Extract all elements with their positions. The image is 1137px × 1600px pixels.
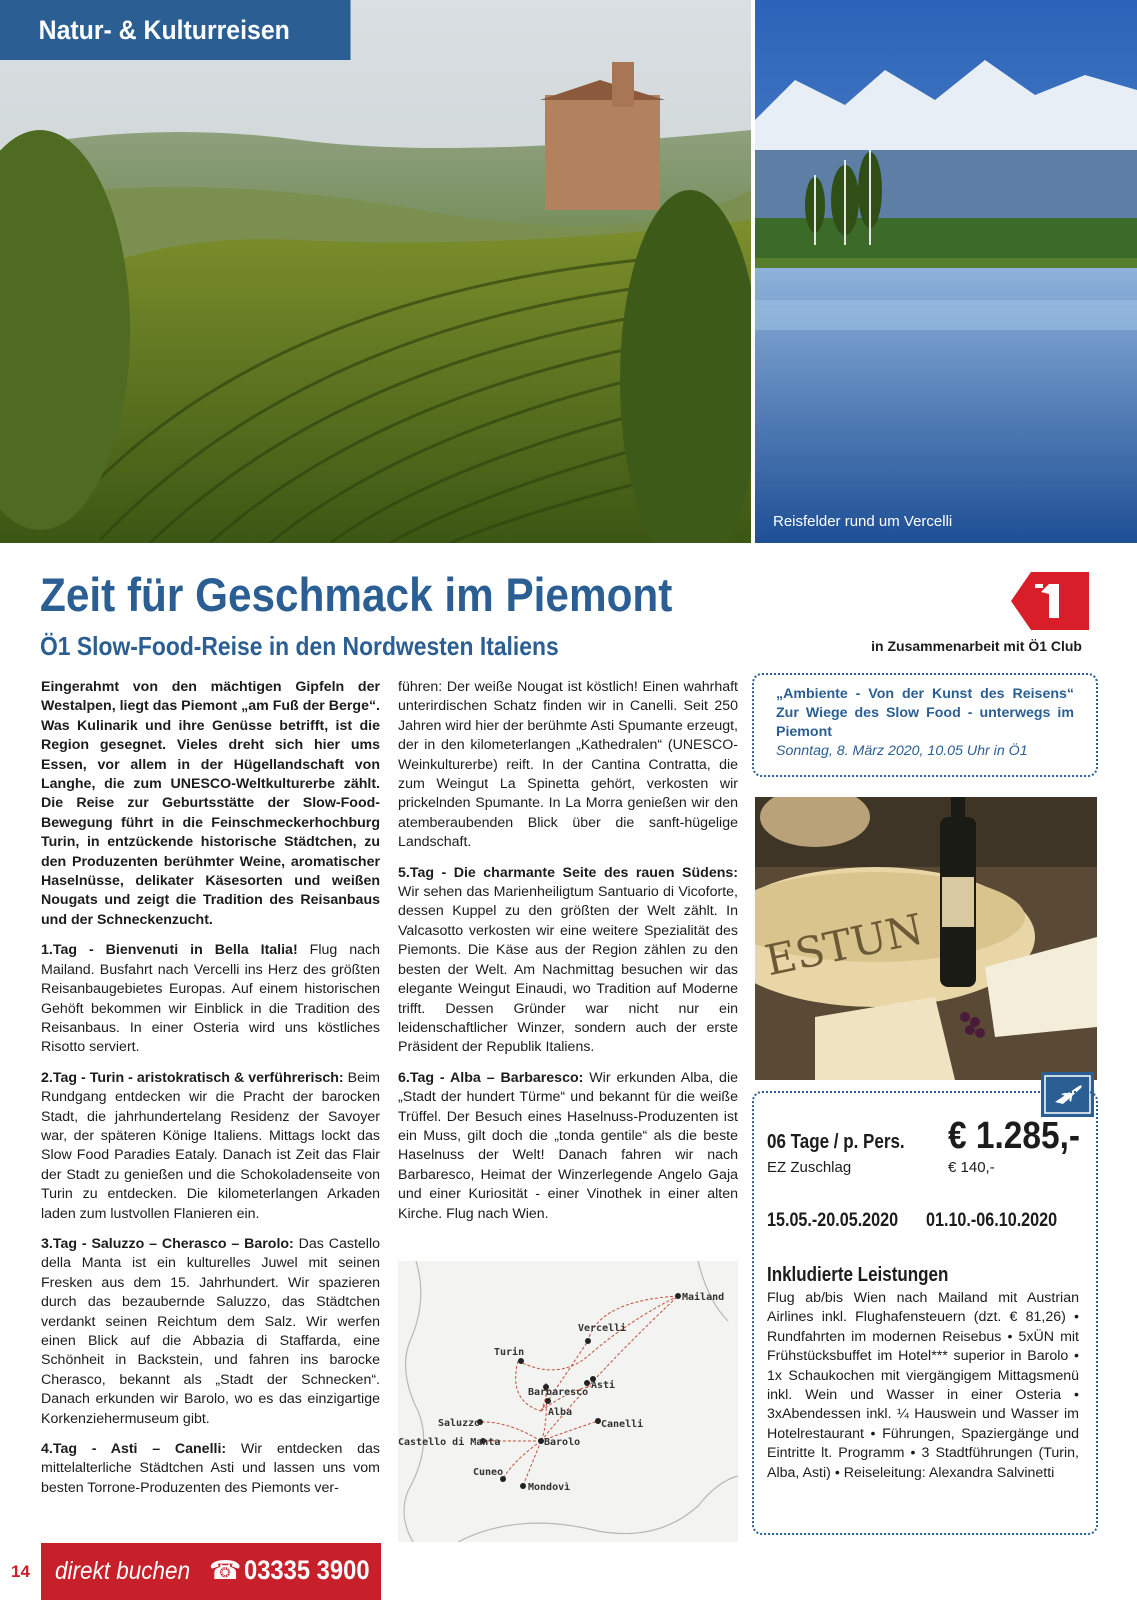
map-label-manta: Castello di Manta	[398, 1437, 501, 1448]
map-label-saluzzo: Saluzzo	[438, 1418, 481, 1429]
day-text: Das Castello della Manta ist ein kulturelles Juwel mit seinen Fresken aus dem 15. Jahrhundert. Wir spazieren durch das bezaubernde Saluzzo, das Städtchen verdankt seinen Reichtum dem Salz. Wir werfen einen Blick auf die Abbazia di Staffarda, eine Schönheit in Backstein, und fahren ins barocke Cherasco, bekannt als „Stadt der Schnecken“. Danach erkunden wir Barolo, wo es das einzigartige Korkenziehermuseum gibt.	[41, 1235, 380, 1427]
day-6	[398, 1069, 738, 1224]
day-text: Flug nach Mailand. Busfahrt nach Vercelli ins Herz des größten Reisanbaugebietes Europas. Auf einem historischen Gehöft bekommen wir Einblick in die Tradition des Reisanbaus. In einer Osteria wird uns köstliches Risotto serviert.	[41, 942, 380, 1056]
page-title: Zeit für Geschmack im Piemont	[40, 568, 673, 621]
day-text: Wir sehen das Marienheiligtum Santuario di Vicoforte, dessen Kuppel zu den größten der Welt zählt. In Valcasotto verkosten wir eine weitere Spezialität des Piemonts. Die Käse aus der Region zählen zu den besten der Welt. Am Nachmittag besuchen wir das elegante Weingut Einaudi, wo Tradition auf Moderne trifft. Dessen Gründer war nicht nur ein leidenschaftlicher Winzer, sondern auch der erste Präsident der Republik Italiens.	[398, 884, 738, 1056]
text-column-2	[398, 678, 738, 1235]
day-heading: 5.Tag - Die charmante Seite des rauen Südens:	[398, 864, 738, 881]
day-text: Beim Rundgang entdecken wir die Pracht der barocken Stadt, die jahrhundertelang Residenz der Savoyer war, der späteren Könige Italiens. Mittags lockt das Slow Food Paradies Eataly. Danach ist Zeit das Flair der Stadt zu genießen und die Schokoladenseite von Turin zu entdecken. Die kilometerlangen Arkaden laden zum lustvollen Flanieren ein.	[41, 1069, 380, 1222]
included-text: Flug ab/bis Wien nach Mailand mit Austrian Airlines inkl. Flughafensteuern (dzt. € 81,26) • Rundfahrten im modernen Reisebus • 5xÜN mit Frühstücksbuffet im Hotel*** superior in Barolo • 1x Schaukochen mit viergängigem Mittagsmenü inkl. Wein und Wasser in einer Osteria • 3xAbendessen inkl. ¼ Hauswein und Wasser im Hotelrestaurant • Führungen, Spaziergänge und Eintritte lt. Programm • 3 Stadtführungen (Turin, Alba, Asti) • Reiseleitung: Alexandra Salvinetti	[767, 1290, 1079, 1481]
day-text: Wir erkunden Alba, die „Stadt der hundert Türme“ und bekannt für die weiße Trüffel. Der Besuch eines Haselnuss-Produzenten ist ein Muss, gilt doch die „tonda gentile“ als die beste Haselnuss der Welt! Danach fahren wir nach Barbaresco, Heimat der Winzerlegende Angelo Gaja und einer Kuriosität - einer Vinothek in einer alten Kirche. Flug nach Wien.	[398, 1069, 738, 1222]
booking-label: direkt buchen	[55, 1557, 191, 1585]
map-label-cuneo: Cuneo	[473, 1467, 504, 1478]
radio-title: „Ambiente - Von der Kunst des Reisens“ Zur Wiege des Slow Food - unterwegs im Piemont	[776, 686, 1074, 740]
intro-paragraph: Eingerahmt von den mächtigen Gipfeln der Westalpen, liegt das Piemont „am Fuß der Berge“. Was Kulinarik und ihre Genüsse betrifft, ist die Region gesegnet. Vieles dreht sich hier ums Essen, vor allem in der Hügellandschaft von Langhe, die zum UNESCO-Weltkulturerbe zählt. Die Reise zur Geburtsstätte der Slow-Food-Bewegung führt in die Feinschmeckerhochburg Turin, in entzückende historische Städtchen, zu den Produzenten berühmter Weine, aromatischer Haselnüsse, delikater Käsesorten und weißen Nougats und zeigt die Tradition des Reisanbaus und der Schneckenzucht.	[41, 679, 380, 928]
radio-date: Sonntag, 8. März 2020, 10.05 Uhr in Ö1	[776, 743, 1028, 759]
day-heading: 2.Tag - Turin - aristokratisch & verführerisch:	[41, 1069, 344, 1086]
section-tab: Natur- & Kulturreisen	[0, 0, 351, 60]
vineyard-castle-photo	[0, 0, 751, 543]
travel-date-2: 01.10.-06.10.2020	[926, 1210, 1058, 1231]
map-label-turin: Turin	[494, 1347, 525, 1358]
price-box	[752, 1091, 1098, 1535]
day-4-continued: führen: Der weiße Nougat ist köstlich! Einen wahrhaft unterirdischen Schatz finden wir in Canelli. Seit 250 Jahren wird hier der berühmte Asti Spumante erzeugt, der in den kilometerlangen „Kathedralen“ (UNESCO-Weinkulturerbe) reift. In der Cantina Contratta, die zum Weingut La Spinetta gehört, verkosten wir prickelnden Spumante. In La Morra genießen wir den atemberaubenden Blick über die sanft-hügelige Landschaft.	[398, 679, 738, 851]
phone-icon: ☎	[209, 1555, 242, 1585]
cheese-wine-photo	[755, 797, 1097, 1080]
single-supplement-price: € 140,-	[948, 1159, 995, 1176]
map-label-vercelli: Vercelli	[578, 1323, 627, 1334]
rice-fields-photo	[755, 0, 1137, 543]
included-title: Inkludierte Leistungen	[767, 1264, 949, 1286]
cheese-label: ESTUN	[760, 904, 928, 986]
page-number: 14	[11, 1562, 30, 1581]
single-supplement-label: EZ Zuschlag	[767, 1159, 852, 1176]
map-label-mailand: Mailand	[682, 1292, 725, 1303]
duration-label: 06 Tage / p. Pers.	[767, 1131, 905, 1153]
map-label-canelli: Canelli	[601, 1419, 644, 1430]
day-heading: 3.Tag - Saluzzo – Cherasco – Barolo:	[41, 1235, 294, 1252]
price-value: € 1.285,-	[948, 1115, 1080, 1157]
map-label-barolo: Barolo	[544, 1437, 581, 1448]
map-label-asti: Asti	[591, 1380, 616, 1391]
page-subtitle: Ö1 Slow-Food-Reise in den Nordwesten Italiens	[40, 631, 559, 661]
day-1	[41, 941, 380, 1057]
map-label-mondovi: Mondovì	[528, 1482, 571, 1493]
route-map	[398, 1261, 738, 1542]
day-heading: 4.Tag - Asti – Canelli:	[41, 1441, 227, 1458]
booking-phone[interactable]: 03335 3900	[244, 1555, 370, 1585]
photo-caption: Reisfelder rund um Vercelli	[773, 513, 953, 530]
day-4	[41, 1440, 380, 1498]
text-column-1	[41, 678, 380, 1509]
travel-date-1: 15.05.-20.05.2020	[767, 1210, 899, 1231]
day-heading: 1.Tag - Bienvenuti in Bella Italia!	[41, 942, 298, 959]
day-text: Wir entdecken das mittelalterliche Städtchen Asti und lassen uns vom besten Torrone-Produzenten des Piemonts ver-	[41, 1441, 380, 1496]
partner-note: in Zusammenarbeit mit Ö1 Club	[871, 638, 1082, 654]
day-3	[41, 1235, 380, 1429]
map-label-barbaresco: Barbaresco	[528, 1387, 589, 1398]
day-2	[41, 1069, 380, 1224]
oe1-logo	[1011, 572, 1089, 630]
booking-bar[interactable]	[41, 1543, 381, 1600]
day-5	[398, 864, 738, 1058]
radio-broadcast-box	[752, 673, 1098, 777]
map-label-alba: Alba	[548, 1407, 573, 1418]
day-heading: 6.Tag - Alba – Barbaresco:	[398, 1069, 584, 1086]
